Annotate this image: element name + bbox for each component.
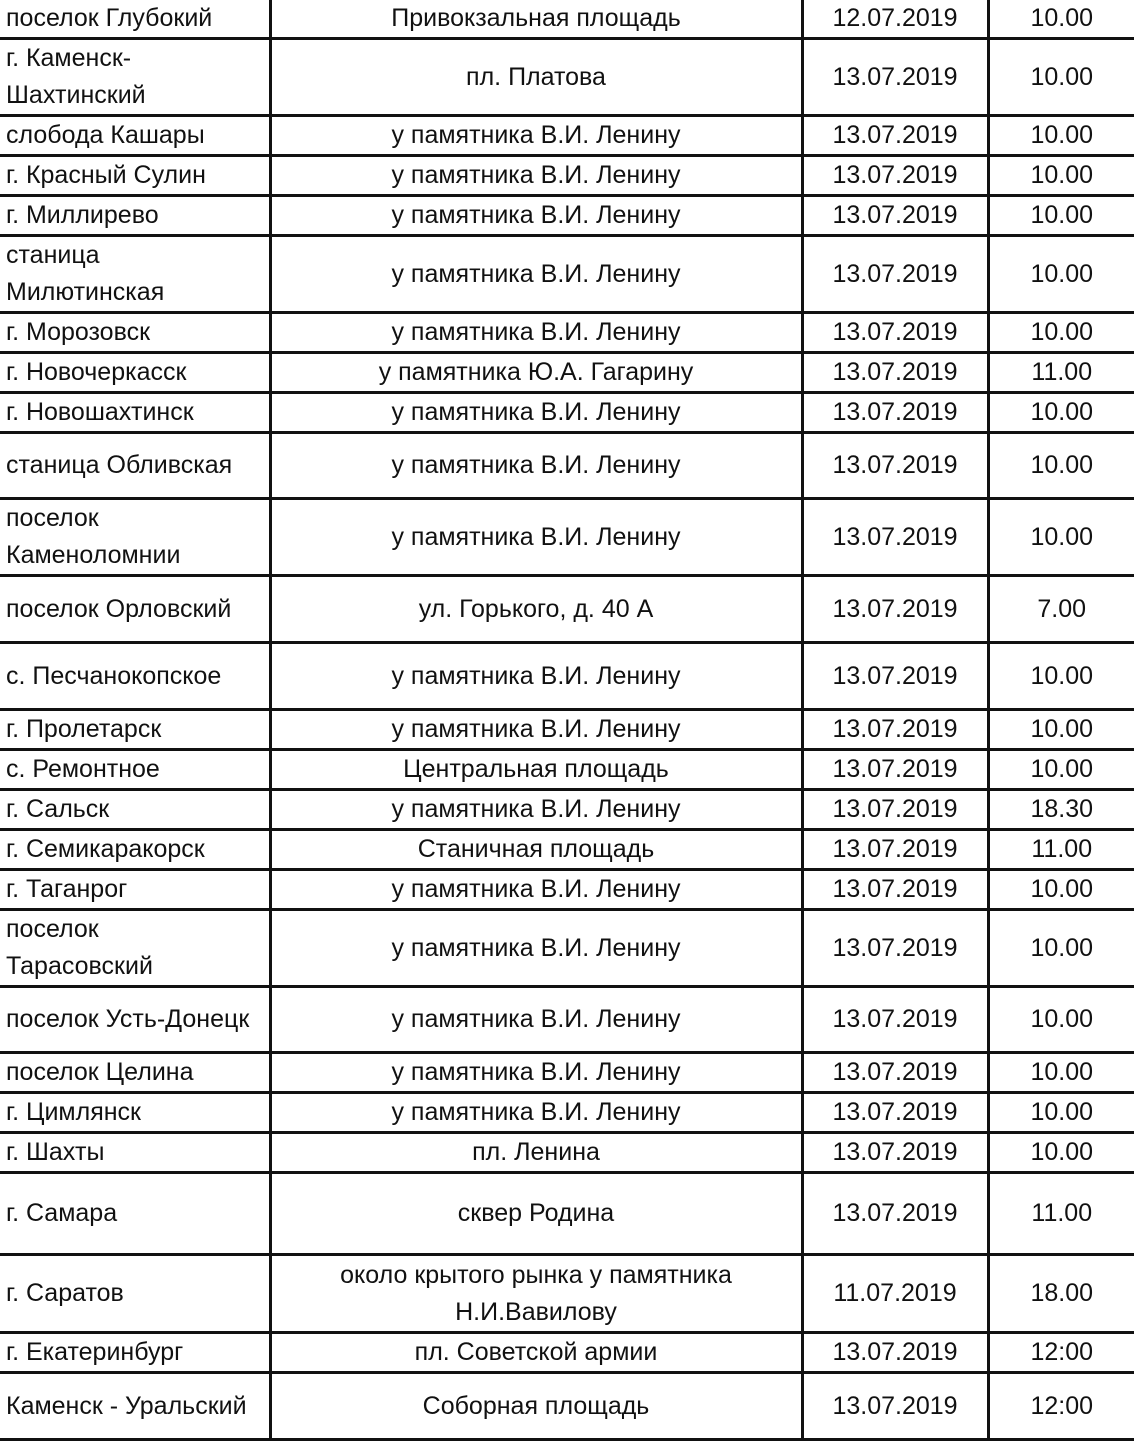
place-cell: с. Песчанокопское — [0, 643, 270, 710]
place-cell: г. Таганрог — [0, 870, 270, 910]
location-cell: пл. Советской армии — [270, 1333, 802, 1373]
place-cell: г. Новочеркасск — [0, 353, 270, 393]
table-row — [0, 987, 1134, 1053]
date-cell: 13.07.2019 — [802, 236, 988, 313]
time-cell: 10.00 — [988, 1053, 1134, 1093]
place-cell: станица Обливская — [0, 433, 270, 499]
time-cell: 10.00 — [988, 910, 1134, 987]
date-cell: 13.07.2019 — [802, 39, 988, 116]
place-cell: г. Пролетарск — [0, 710, 270, 750]
place-cell: Каменск - Уральский — [0, 1373, 270, 1440]
location-cell: Привокзальная площадь — [270, 0, 802, 39]
time-cell: 11.00 — [988, 353, 1134, 393]
location-cell: у памятника В.И. Ленину — [270, 313, 802, 353]
table-row — [0, 1373, 1134, 1440]
location-cell: пл. Ленина — [270, 1133, 802, 1173]
date-cell: 13.07.2019 — [802, 1373, 988, 1440]
date-cell: 13.07.2019 — [802, 750, 988, 790]
date-cell: 13.07.2019 — [802, 910, 988, 987]
table-row — [0, 156, 1134, 196]
table-row — [0, 1093, 1134, 1133]
date-cell: 13.07.2019 — [802, 313, 988, 353]
place-cell: г. Морозовск — [0, 313, 270, 353]
date-cell: 13.07.2019 — [802, 1093, 988, 1133]
table-row — [0, 236, 1134, 313]
location-cell: пл. Платова — [270, 39, 802, 116]
place-cell: г. Красный Сулин — [0, 156, 270, 196]
date-cell: 12.07.2019 — [802, 0, 988, 39]
table-row — [0, 576, 1134, 643]
date-cell: 13.07.2019 — [802, 196, 988, 236]
location-cell: у памятника В.И. Ленину — [270, 499, 802, 576]
time-cell: 10.00 — [988, 710, 1134, 750]
date-cell: 13.07.2019 — [802, 116, 988, 156]
table-row — [0, 790, 1134, 830]
date-cell: 13.07.2019 — [802, 433, 988, 499]
location-cell: у памятника В.И. Ленину — [270, 116, 802, 156]
place-cell: станица Милютинская — [0, 236, 270, 313]
place-cell: г. Самара — [0, 1173, 270, 1255]
location-cell: у памятника В.И. Ленину — [270, 236, 802, 313]
table-row — [0, 39, 1134, 116]
time-cell: 11.00 — [988, 830, 1134, 870]
time-cell: 10.00 — [988, 870, 1134, 910]
location-cell: у памятника В.И. Ленину — [270, 1093, 802, 1133]
place-cell: поселок Каменоломнии — [0, 499, 270, 576]
place-cell: поселок Глубокий — [0, 0, 270, 39]
date-cell: 13.07.2019 — [802, 1173, 988, 1255]
table-row — [0, 1333, 1134, 1373]
place-cell: г. Саратов — [0, 1255, 270, 1333]
location-cell: у памятника В.И. Ленину — [270, 710, 802, 750]
time-cell: 10.00 — [988, 433, 1134, 499]
place-cell: г. Каменск- Шахтинский — [0, 39, 270, 116]
table-row — [0, 710, 1134, 750]
table-row — [0, 499, 1134, 576]
table-row — [0, 830, 1134, 870]
location-cell: у памятника В.И. Ленину — [270, 196, 802, 236]
place-cell: г. Екатеринбург — [0, 1333, 270, 1373]
date-cell: 13.07.2019 — [802, 353, 988, 393]
place-cell: г. Сальск — [0, 790, 270, 830]
date-cell: 11.07.2019 — [802, 1255, 988, 1333]
place-cell: г. Миллирево — [0, 196, 270, 236]
place-cell: с. Ремонтное — [0, 750, 270, 790]
date-cell: 13.07.2019 — [802, 576, 988, 643]
date-cell: 13.07.2019 — [802, 1053, 988, 1093]
table-row — [0, 1255, 1134, 1333]
time-cell: 10.00 — [988, 116, 1134, 156]
time-cell: 10.00 — [988, 236, 1134, 313]
place-cell: г. Цимлянск — [0, 1093, 270, 1133]
time-cell: 10.00 — [988, 750, 1134, 790]
time-cell: 12:00 — [988, 1373, 1134, 1440]
place-cell: поселок Усть-Донецк — [0, 987, 270, 1053]
time-cell: 12:00 — [988, 1333, 1134, 1373]
table-row — [0, 1053, 1134, 1093]
location-cell: Станичная площадь — [270, 830, 802, 870]
date-cell: 13.07.2019 — [802, 987, 988, 1053]
place-cell: слобода Кашары — [0, 116, 270, 156]
time-cell: 10.00 — [988, 499, 1134, 576]
date-cell: 13.07.2019 — [802, 1133, 988, 1173]
location-cell: Центральная площадь — [270, 750, 802, 790]
location-cell: у памятника В.И. Ленину — [270, 393, 802, 433]
time-cell: 10.00 — [988, 987, 1134, 1053]
date-cell: 13.07.2019 — [802, 1333, 988, 1373]
date-cell: 13.07.2019 — [802, 790, 988, 830]
date-cell: 13.07.2019 — [802, 393, 988, 433]
date-cell: 13.07.2019 — [802, 710, 988, 750]
date-cell: 13.07.2019 — [802, 830, 988, 870]
place-cell: поселок Тарасовский — [0, 910, 270, 987]
time-cell: 18.30 — [988, 790, 1134, 830]
time-cell: 10.00 — [988, 393, 1134, 433]
location-cell: у памятника В.И. Ленину — [270, 910, 802, 987]
date-cell: 13.07.2019 — [802, 499, 988, 576]
table-row — [0, 910, 1134, 987]
location-cell: у памятника Ю.А. Гагарину — [270, 353, 802, 393]
location-cell: сквер Родина — [270, 1173, 802, 1255]
place-cell: поселок Орловский — [0, 576, 270, 643]
location-cell: Соборная площадь — [270, 1373, 802, 1440]
table-row — [0, 196, 1134, 236]
date-cell: 13.07.2019 — [802, 156, 988, 196]
location-cell: у памятника В.И. Ленину — [270, 156, 802, 196]
table-row — [0, 116, 1134, 156]
table-row — [0, 1133, 1134, 1173]
table-row — [0, 643, 1134, 710]
time-cell: 7.00 — [988, 576, 1134, 643]
location-cell: у памятника В.И. Ленину — [270, 790, 802, 830]
table-row — [0, 1173, 1134, 1255]
table-row — [0, 353, 1134, 393]
location-cell: у памятника В.И. Ленину — [270, 433, 802, 499]
date-cell: 13.07.2019 — [802, 870, 988, 910]
place-cell: г. Новошахтинск — [0, 393, 270, 433]
time-cell: 10.00 — [988, 196, 1134, 236]
table-row — [0, 433, 1134, 499]
time-cell: 10.00 — [988, 1133, 1134, 1173]
table-row — [0, 750, 1134, 790]
time-cell: 10.00 — [988, 1093, 1134, 1133]
time-cell: 10.00 — [988, 313, 1134, 353]
table-row — [0, 0, 1134, 39]
place-cell: г. Семикаракорск — [0, 830, 270, 870]
location-cell: ул. Горького, д. 40 А — [270, 576, 802, 643]
time-cell: 10.00 — [988, 39, 1134, 116]
table-row — [0, 870, 1134, 910]
table-row — [0, 393, 1134, 433]
location-cell: около крытого рынка у памятника Н.И.Вавилову — [270, 1255, 802, 1333]
time-cell: 10.00 — [988, 0, 1134, 39]
table-row — [0, 313, 1134, 353]
location-cell: у памятника В.И. Ленину — [270, 1053, 802, 1093]
time-cell: 10.00 — [988, 156, 1134, 196]
time-cell: 11.00 — [988, 1173, 1134, 1255]
time-cell: 18.00 — [988, 1255, 1134, 1333]
date-cell: 13.07.2019 — [802, 643, 988, 710]
location-cell: у памятника В.И. Ленину — [270, 870, 802, 910]
location-cell: у памятника В.И. Ленину — [270, 987, 802, 1053]
time-cell: 10.00 — [988, 643, 1134, 710]
place-cell: г. Шахты — [0, 1133, 270, 1173]
location-cell: у памятника В.И. Ленину — [270, 643, 802, 710]
place-cell: поселок Целина — [0, 1053, 270, 1093]
